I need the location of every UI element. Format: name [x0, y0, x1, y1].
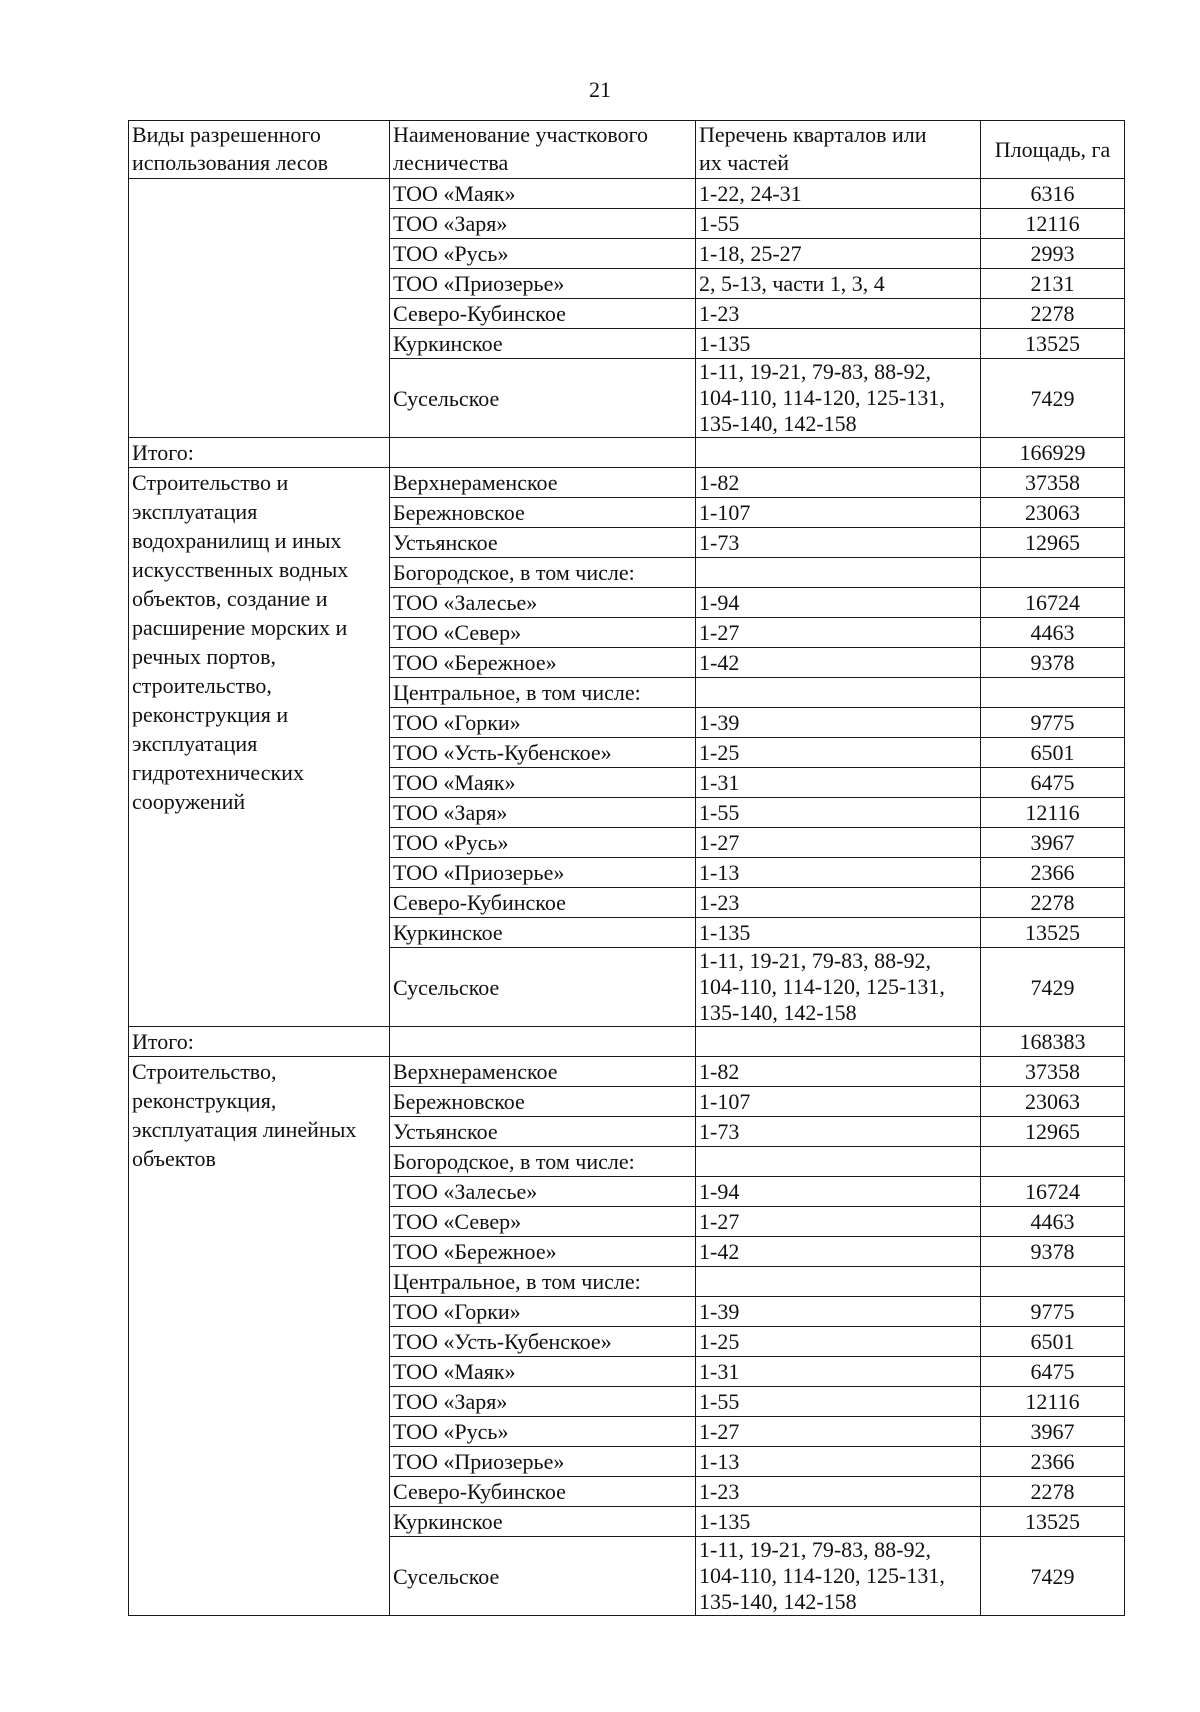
quarters-cell [696, 1207, 981, 1237]
area-cell: 16724 [981, 1177, 1125, 1207]
area-cell: 9775 [981, 1297, 1125, 1327]
forestry-name-cell: ТОО «Заря» [390, 798, 696, 828]
use-type-line: водохранилищ и иных [132, 528, 342, 553]
quarters-line: 1-13 [699, 860, 740, 885]
use-type-line: объектов, создание и [132, 586, 328, 611]
area-cell: 12116 [981, 798, 1125, 828]
forestry-name-cell: ТОО «Заря» [390, 209, 696, 239]
area-cell: 6475 [981, 768, 1125, 798]
area-cell: 3967 [981, 828, 1125, 858]
quarters-line: 1-27 [699, 1209, 740, 1234]
forestry-name-cell: Сусельское [390, 948, 696, 1027]
quarters-line: 1-13 [699, 1449, 740, 1474]
use-type-line: эксплуатация линейных [132, 1117, 357, 1142]
area-cell: 3967 [981, 1417, 1125, 1447]
quarters-line: 1-42 [699, 650, 740, 675]
area-cell: 23063 [981, 498, 1125, 528]
use-type-line: строительство, [132, 673, 272, 698]
area-cell: 2278 [981, 1477, 1125, 1507]
quarters-cell [696, 1297, 981, 1327]
quarters-cell [696, 209, 981, 239]
forestry-name-cell: Северо-Кубинское [390, 888, 696, 918]
forestry-name-cell: Северо-Кубинское [390, 299, 696, 329]
quarters-cell [696, 738, 981, 768]
forestry-name-cell: ТОО «Север» [390, 618, 696, 648]
total-row [129, 438, 1125, 468]
quarters-cell [696, 1057, 981, 1087]
forest-use-table [128, 120, 1125, 1616]
forestry-name-cell: Северо-Кубинское [390, 1477, 696, 1507]
forestry-name-cell: Куркинское [390, 329, 696, 359]
forestry-name-cell: ТОО «Маяк» [390, 768, 696, 798]
quarters-cell [696, 1177, 981, 1207]
quarters-cell [696, 888, 981, 918]
quarters-line: 1-31 [699, 770, 740, 795]
quarters-line: 1-11, 19-21, 79-83, 88-92, [699, 1537, 931, 1562]
use-type-line: искусственных водных [132, 557, 349, 582]
quarters-cell [696, 269, 981, 299]
quarters-cell [696, 528, 981, 558]
quarters-line: 1-55 [699, 1389, 740, 1414]
total-empty-cell [696, 1027, 981, 1057]
quarters-line: 1-107 [699, 1089, 751, 1114]
quarters-cell [696, 588, 981, 618]
use-type-cell [129, 468, 390, 1027]
forestry-name-cell: Верхнераменское [390, 468, 696, 498]
area-cell: 13525 [981, 329, 1125, 359]
forestry-name-cell: ТОО «Маяк» [390, 1357, 696, 1387]
forestry-name-cell: ТОО «Залесье» [390, 588, 696, 618]
quarters-cell [696, 1537, 981, 1616]
quarters-line: 1-23 [699, 1479, 740, 1504]
quarters-line: 1-107 [699, 500, 751, 525]
area-cell: 13525 [981, 1507, 1125, 1537]
quarters-line: 135-140, 142-158 [699, 411, 857, 436]
header-forestry [390, 121, 696, 179]
forestry-name-cell: ТОО «Бережное» [390, 1237, 696, 1267]
quarters-line: 1-135 [699, 920, 751, 945]
forestry-name-cell: ТОО «Приозерье» [390, 858, 696, 888]
quarters-line: 135-140, 142-158 [699, 1000, 857, 1025]
use-type-line: расширение морских и [132, 615, 348, 640]
quarters-line: 1-22, 24-31 [699, 181, 802, 206]
area-cell: 4463 [981, 618, 1125, 648]
quarters-cell [696, 918, 981, 948]
header-type-line: использования лесов [132, 150, 329, 175]
quarters-cell [696, 858, 981, 888]
area-cell: 7429 [981, 948, 1125, 1027]
area-cell: 6501 [981, 738, 1125, 768]
area-cell: 37358 [981, 1057, 1125, 1087]
quarters-line: 1-94 [699, 1179, 740, 1204]
quarters-line: 1-42 [699, 1239, 740, 1264]
forestry-name-cell: Устьянское [390, 1117, 696, 1147]
area-cell: 9378 [981, 1237, 1125, 1267]
total-row [129, 1027, 1125, 1057]
forestry-name-cell: ТОО «Заря» [390, 1387, 696, 1417]
area-cell: 12965 [981, 1117, 1125, 1147]
header-area: Площадь, га [981, 121, 1125, 179]
forestry-name-cell: Центральное, в том числе: [390, 1267, 696, 1297]
quarters-line: 1-135 [699, 331, 751, 356]
forestry-name-cell: ТОО «Бережное» [390, 648, 696, 678]
area-cell: 2366 [981, 858, 1125, 888]
total-area: 166929 [981, 438, 1125, 468]
table-row [129, 1057, 1125, 1087]
area-cell: 2278 [981, 888, 1125, 918]
header-quarters-line: их частей [699, 150, 790, 175]
total-empty-cell [390, 438, 696, 468]
area-cell: 4463 [981, 1207, 1125, 1237]
use-type-line: реконструкция и [132, 702, 289, 727]
quarters-cell [696, 179, 981, 209]
area-cell: 9775 [981, 708, 1125, 738]
quarters-cell [696, 359, 981, 438]
area-cell: 12965 [981, 528, 1125, 558]
use-type-line: сооружений [132, 789, 246, 814]
quarters-cell [696, 1117, 981, 1147]
quarters-line: 1-39 [699, 1299, 740, 1324]
use-type-line: объектов [132, 1146, 216, 1171]
use-type-line: Строительство, [132, 1059, 277, 1084]
quarters-line: 104-110, 114-120, 125-131, [699, 974, 945, 999]
area-cell: 23063 [981, 1087, 1125, 1117]
total-empty-cell [390, 1027, 696, 1057]
quarters-line: 1-27 [699, 1419, 740, 1444]
quarters-line: 1-11, 19-21, 79-83, 88-92, [699, 359, 931, 384]
quarters-line: 1-27 [699, 620, 740, 645]
total-area: 168383 [981, 1027, 1125, 1057]
quarters-cell [696, 468, 981, 498]
quarters-cell [696, 618, 981, 648]
forestry-name-cell: ТОО «Приозерье» [390, 1447, 696, 1477]
quarters-line: 1-27 [699, 830, 740, 855]
quarters-line: 1-23 [699, 301, 740, 326]
quarters-cell [696, 1327, 981, 1357]
quarters-line: 1-82 [699, 1059, 740, 1084]
area-cell: 2131 [981, 269, 1125, 299]
total-empty-cell [696, 438, 981, 468]
forestry-name-cell: ТОО «Русь» [390, 828, 696, 858]
area-cell: 16724 [981, 588, 1125, 618]
quarters-line: 1-18, 25-27 [699, 241, 802, 266]
forestry-name-cell: Богородское, в том числе: [390, 1147, 696, 1177]
area-cell: 2278 [981, 299, 1125, 329]
quarters-line: 104-110, 114-120, 125-131, [699, 1563, 945, 1588]
header-row [129, 121, 1125, 179]
forestry-name-cell: ТОО «Усть-Кубенское» [390, 1327, 696, 1357]
forestry-name-cell: Бережновское [390, 1087, 696, 1117]
quarters-line: 1-82 [699, 470, 740, 495]
quarters-cell [696, 1507, 981, 1537]
use-type-cell [129, 179, 390, 438]
header-type [129, 121, 390, 179]
quarters-cell [696, 1447, 981, 1477]
quarters-line: 1-11, 19-21, 79-83, 88-92, [699, 948, 931, 973]
forestry-name-cell: Богородское, в том числе: [390, 558, 696, 588]
header-forestry-line: Наименование участкового [393, 122, 649, 147]
quarters-line: 1-25 [699, 740, 740, 765]
area-cell: 13525 [981, 918, 1125, 948]
quarters-line: 1-55 [699, 800, 740, 825]
quarters-cell [696, 708, 981, 738]
quarters-cell [696, 768, 981, 798]
use-type-cell [129, 1057, 390, 1616]
quarters-line: 1-73 [699, 530, 740, 555]
forestry-name-cell: Бережновское [390, 498, 696, 528]
area-cell: 12116 [981, 1387, 1125, 1417]
quarters-cell [696, 239, 981, 269]
quarters-line: 1-94 [699, 590, 740, 615]
header-type-line: Виды разрешенного [132, 122, 321, 147]
forestry-name-cell: ТОО «Русь» [390, 1417, 696, 1447]
quarters-cell [696, 329, 981, 359]
forestry-name-cell: ТОО «Север» [390, 1207, 696, 1237]
quarters-cell [696, 1357, 981, 1387]
quarters-line: 1-135 [699, 1509, 751, 1534]
area-cell: 6316 [981, 179, 1125, 209]
page-number: 21 [589, 77, 611, 102]
area-cell: 7429 [981, 359, 1125, 438]
quarters-cell [696, 798, 981, 828]
use-type-line: эксплуатация [132, 731, 258, 756]
quarters-line: 1-25 [699, 1329, 740, 1354]
quarters-cell [696, 1147, 981, 1177]
quarters-cell [696, 1237, 981, 1267]
quarters-line: 135-140, 142-158 [699, 1589, 857, 1614]
forestry-name-cell: Сусельское [390, 1537, 696, 1616]
quarters-cell [696, 1387, 981, 1417]
use-type-line: речных портов, [132, 644, 277, 669]
area-cell: 12116 [981, 209, 1125, 239]
area-cell: 7429 [981, 1537, 1125, 1616]
use-type-line: реконструкция, [132, 1088, 277, 1113]
forestry-name-cell: Верхнераменское [390, 1057, 696, 1087]
quarters-cell [696, 1417, 981, 1447]
quarters-cell [696, 1477, 981, 1507]
area-cell [981, 678, 1125, 708]
area-cell [981, 1147, 1125, 1177]
quarters-cell [696, 558, 981, 588]
forestry-name-cell: ТОО «Маяк» [390, 179, 696, 209]
forestry-name-cell: Устьянское [390, 528, 696, 558]
total-label: Итого: [129, 438, 390, 468]
quarters-line: 1-39 [699, 710, 740, 735]
forestry-name-cell: Центральное, в том числе: [390, 678, 696, 708]
quarters-line: 1-73 [699, 1119, 740, 1144]
quarters-cell [696, 299, 981, 329]
quarters-cell [696, 648, 981, 678]
quarters-cell [696, 498, 981, 528]
quarters-cell [696, 1087, 981, 1117]
forestry-name-cell: Сусельское [390, 359, 696, 438]
table-row [129, 179, 1125, 209]
use-type-line: гидротехнических [132, 760, 304, 785]
quarters-line: 1-23 [699, 890, 740, 915]
quarters-line: 104-110, 114-120, 125-131, [699, 385, 945, 410]
area-cell: 6475 [981, 1357, 1125, 1387]
table-row [129, 468, 1125, 498]
quarters-cell [696, 678, 981, 708]
area-cell: 2366 [981, 1447, 1125, 1477]
forestry-name-cell: Куркинское [390, 918, 696, 948]
quarters-line: 1-55 [699, 211, 740, 236]
forestry-name-cell: ТОО «Усть-Кубенское» [390, 738, 696, 768]
use-type-line: Строительство и [132, 470, 289, 495]
quarters-cell [696, 1267, 981, 1297]
header-forestry-line: лесничества [393, 150, 509, 175]
forestry-name-cell: ТОО «Русь» [390, 239, 696, 269]
area-cell: 6501 [981, 1327, 1125, 1357]
forestry-name-cell: Куркинское [390, 1507, 696, 1537]
area-cell [981, 558, 1125, 588]
use-type-line: эксплуатация [132, 499, 258, 524]
forestry-name-cell: ТОО «Приозерье» [390, 269, 696, 299]
total-label: Итого: [129, 1027, 390, 1057]
quarters-cell [696, 828, 981, 858]
header-quarters-line: Перечень кварталов или [699, 122, 927, 147]
area-cell: 2993 [981, 239, 1125, 269]
area-cell [981, 1267, 1125, 1297]
forestry-name-cell: ТОО «Горки» [390, 708, 696, 738]
table-body [129, 121, 1125, 1616]
quarters-cell [696, 948, 981, 1027]
forestry-name-cell: ТОО «Горки» [390, 1297, 696, 1327]
quarters-line: 2, 5-13, части 1, 3, 4 [699, 271, 885, 296]
area-cell: 9378 [981, 648, 1125, 678]
quarters-line: 1-31 [699, 1359, 740, 1384]
area-cell: 37358 [981, 468, 1125, 498]
header-quarters [696, 121, 981, 179]
forestry-name-cell: ТОО «Залесье» [390, 1177, 696, 1207]
